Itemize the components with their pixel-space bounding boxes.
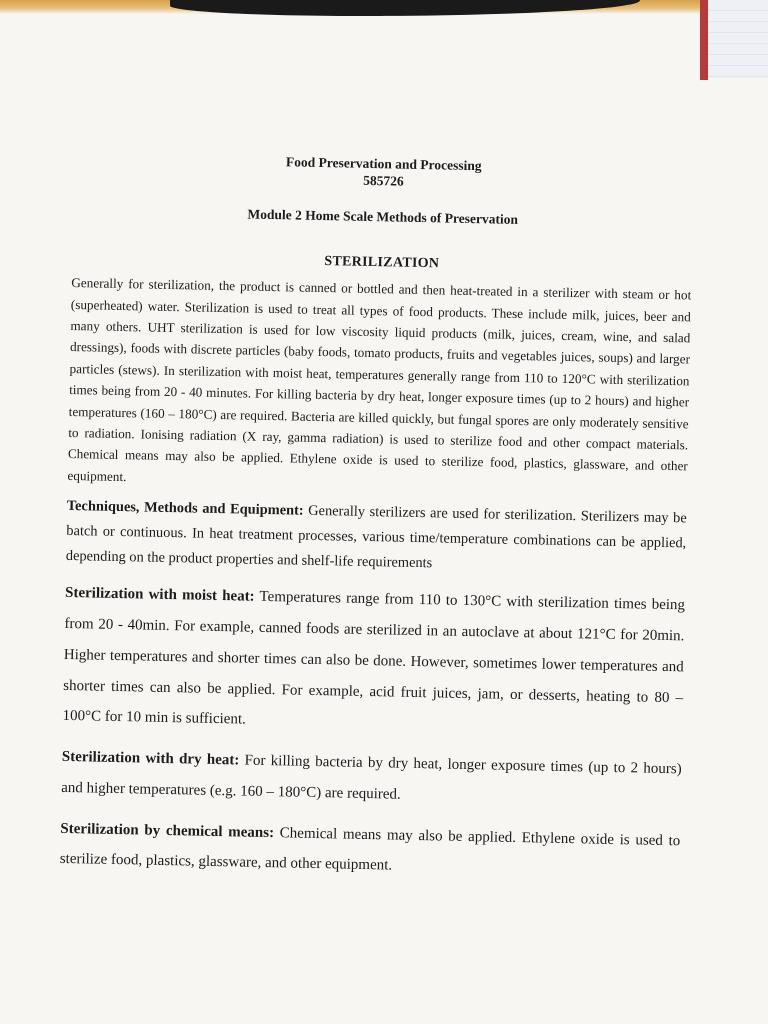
section-title: STERILIZATION <box>324 253 440 271</box>
chemical-heading: Sterilization by chemical means: <box>60 820 275 841</box>
course-title: Food Preservation and Processing <box>285 154 482 174</box>
document-header <box>73 150 694 234</box>
chemical-text: Chemical means may also be applied. Ethylene oxide is used to sterilize food, plastics, glassware, and other equipment. <box>59 824 681 874</box>
techniques-paragraph <box>66 494 687 581</box>
dry-heat-heading: Sterilization with dry heat: <box>61 748 240 769</box>
photo-red-edge <box>700 0 708 80</box>
document-page <box>59 150 693 887</box>
moist-heat-paragraph <box>62 578 685 744</box>
moist-heat-heading: Sterilization with moist heat: <box>64 585 255 606</box>
dry-heat-text: For killing bacteria by dry heat, longer exposure times (up to 2 hours) and higher temperatures (e.g. 160 – 180°C) are required. <box>61 752 682 803</box>
chemical-paragraph <box>59 813 680 887</box>
intro-paragraph: Generally for sterilization, the product is canned or bottled and then heat-treated in a sterilizer with steam or hot (superheated) water. Sterilization is used to treat all types of food products. These include milk, juices, beer and many others. UHT sterilization is used for low viscosity liquid products (milk, juices, cream, wine, and salad dressings), foods with discrete particles (baby foods, tomato products, fruits and vegetables juices, soups) and larger particles (stews). In sterilization with moist heat, temperatures generally range from 110 to 120°C with sterilization times being from 20 - 40 minutes. For killing bacteria by dry heat, longer exposure times (up to 2 hours) and higher temperatures (160 – 180°C) are required. Bacteria are killed quickly, but fungal spores are only moderately sensitive to radiation. Ionising radiation (X ray, gamma radiation) is used to sterilize food and other compact materials. Chemical means may also be applied. Ethylene oxide is used to sterilize food, plastics, glassware, and other equipment. <box>67 275 692 484</box>
moist-heat-text: Temperatures range from 110 to 130°C with sterilization times being from 20 - 40min. For example, canned foods are sterilized in an autoclave at about 121°C for 20min. Higher temperatures and shorter times can also be done. However, sometimes lower temperatures and shorter times can also be applied. For example, acid fruit juices, jam, or desserts, heating to 80 – 100°C for 10 min is sufficient. <box>62 589 686 728</box>
course-code: 585726 <box>363 172 404 189</box>
techniques-heading: Techniques, Methods and Equipment: <box>66 497 304 519</box>
dry-heat-paragraph <box>61 742 682 816</box>
photo-notebook-corner <box>707 0 768 78</box>
module-title: Module 2 Home Scale Methods of Preservation <box>247 206 519 227</box>
techniques-text: Generally sterilizers are used for sterilization. Sterilizers may be batch or continuous. In heat treatment processes, various time/temperature combinations can be applied, depending on the product properties and shelf-life requirements <box>65 502 687 571</box>
